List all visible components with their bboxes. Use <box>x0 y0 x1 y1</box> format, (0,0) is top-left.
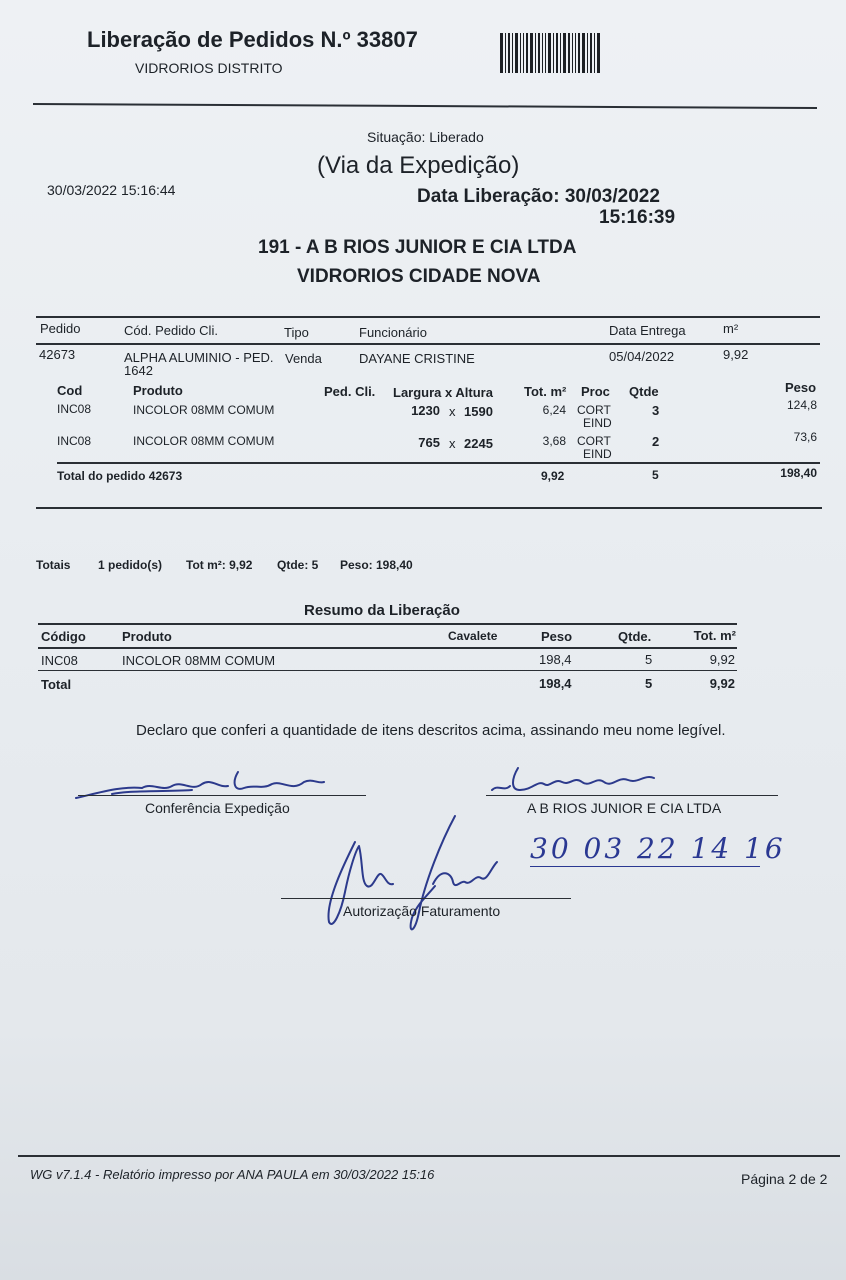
item-altura: 1590 <box>464 404 493 419</box>
header-divider <box>33 103 817 109</box>
conferencia-signature-line <box>78 795 366 796</box>
client-branch: VIDRORIOS CIDADE NOVA <box>297 266 541 287</box>
resumo-col-produto: Produto <box>122 629 172 644</box>
resumo-tot-m2: 9,92 <box>709 652 735 667</box>
resumo-peso: 198,4 <box>539 652 572 667</box>
resumo-col-qtde: Qtde. <box>618 629 652 644</box>
item-proc: CORT <box>577 434 611 448</box>
handwritten-date-text: 30 03 22 14 16 <box>530 832 786 865</box>
resumo-header-rule <box>38 647 737 649</box>
footer-printed-by: WG v7.1.4 - Relatório impresso por ANA PAULA em 30/03/2022 15:16 <box>30 1167 435 1182</box>
totais-qtde: Qtde: 5 <box>277 558 319 572</box>
data-liberacao: Data Liberação: 30/03/2022 <box>417 186 660 207</box>
client-name: 191 - A B RIOS JUNIOR E CIA LTDA <box>258 237 577 258</box>
document-title: Liberação de Pedidos N.º 33807 <box>87 27 418 52</box>
order-table-top-rule <box>36 316 820 318</box>
order-pedido: 42673 <box>39 347 76 362</box>
order-funcionario: DAYANE CRISTINE <box>359 351 475 366</box>
client-signature-line <box>486 795 778 796</box>
order-header-rule <box>36 343 820 345</box>
item-produto: INCOLOR 08MM COMUM <box>133 434 275 448</box>
item-cod: INC08 <box>57 434 92 448</box>
client-label: A B RIOS JUNIOR E CIA LTDA <box>527 800 722 816</box>
conferencia-label: Conferência Expedição <box>145 800 290 816</box>
col-data-entrega: Data Entrega <box>609 323 686 338</box>
items-col-proc: Proc <box>581 384 610 399</box>
items-col-largura-altura: Largura x Altura <box>393 385 493 400</box>
order-m2: 9,92 <box>723 347 749 362</box>
print-datetime: 30/03/2022 15:16:44 <box>47 182 176 198</box>
footer-page-number: Página 2 de 2 <box>741 1171 828 1187</box>
handwritten-date <box>530 832 786 865</box>
items-col-qtde: Qtde <box>629 384 659 399</box>
handwritten-date-underline <box>530 866 760 867</box>
item-proc: CORT <box>577 403 611 417</box>
totais-label: Totais <box>36 558 71 572</box>
items-col-cod: Cod <box>57 383 83 398</box>
order-total-m2: 9,92 <box>541 469 565 483</box>
order-cod-pedido-cli-cont: 1642 <box>124 363 153 378</box>
resumo-total-qtde: 5 <box>645 676 653 691</box>
resumo-produto: INCOLOR 08MM COMUM <box>122 653 276 668</box>
col-cod-pedido-cli: Cód. Pedido Cli. <box>124 323 218 338</box>
totais-tot-m2: Tot m²: 9,92 <box>186 558 253 572</box>
conferencia-signature <box>72 762 332 802</box>
item-peso: 73,6 <box>793 430 817 444</box>
col-m2: m² <box>723 321 739 336</box>
resumo-top-rule <box>38 623 737 625</box>
declaration-text: Declaro que conferi a quantidade de itens descritos acima, assinando meu nome legível. <box>136 722 726 739</box>
item-proc-cont: EIND <box>583 416 612 430</box>
col-pedido: Pedido <box>40 321 81 336</box>
order-cod-pedido-cli: ALPHA ALUMINIO - PED. <box>124 350 274 365</box>
item-largura: 765 <box>418 435 440 450</box>
resumo-col-codigo: Código <box>41 629 86 644</box>
item-peso: 124,8 <box>786 398 817 412</box>
resumo-total-peso: 198,4 <box>539 676 572 691</box>
resumo-col-cavalete: Cavalete <box>448 629 498 643</box>
item-tot-m2: 6,24 <box>542 403 566 417</box>
via-label: (Via da Expedição) <box>317 152 520 179</box>
resumo-col-peso: Peso <box>541 629 573 644</box>
company-name: VIDRORIOS DISTRITO <box>135 60 283 76</box>
autorizacao-signature-line <box>281 898 571 899</box>
item-largura: 1230 <box>411 403 440 418</box>
totais-pedidos: 1 pedido(s) <box>98 558 163 572</box>
resumo-col-tot-m2: Tot. m² <box>693 628 736 643</box>
items-col-tot-m2: Tot. m² <box>524 384 567 399</box>
situacao-label: Situação: Liberado <box>367 129 484 145</box>
item-altura: 2245 <box>464 436 493 451</box>
item-qtde: 2 <box>652 434 660 449</box>
resumo-title: Resumo da Liberação <box>304 602 460 619</box>
item-produto: INCOLOR 08MM COMUM <box>133 403 275 417</box>
item-x: x <box>449 436 456 451</box>
items-col-peso: Peso <box>785 380 817 395</box>
hora-liberacao: 15:16:39 <box>599 207 676 228</box>
autorizacao-label: Autorização Faturamento <box>343 903 501 919</box>
item-x: x <box>449 404 456 419</box>
order-data-entrega: 05/04/2022 <box>609 349 675 364</box>
col-tipo: Tipo <box>284 325 309 340</box>
resumo-row-rule <box>38 670 737 671</box>
resumo-qtde: 5 <box>645 652 653 667</box>
items-col-ped-cli: Ped. Cli. <box>324 384 376 399</box>
order-total-qtde: 5 <box>652 468 659 482</box>
client-signature <box>488 760 668 800</box>
order-total-rule <box>57 462 820 464</box>
order-total-label: Total do pedido 42673 <box>57 469 183 483</box>
resumo-total-tot-m2: 9,92 <box>709 676 735 691</box>
order-total-peso: 198,40 <box>780 466 817 480</box>
item-cod: INC08 <box>57 402 92 416</box>
totais-peso: Peso: 198,40 <box>340 558 413 572</box>
item-qtde: 3 <box>652 403 660 418</box>
order-tipo: Venda <box>285 351 322 366</box>
resumo-codigo: INC08 <box>41 653 78 668</box>
resumo-total-label: Total <box>41 677 72 692</box>
barcode-image <box>500 33 636 73</box>
footer-rule <box>18 1155 840 1157</box>
col-funcionario: Funcionário <box>359 325 427 340</box>
order-table-bottom-rule <box>36 507 822 509</box>
item-tot-m2: 3,68 <box>542 434 566 448</box>
items-col-produto: Produto <box>133 383 183 398</box>
item-proc-cont: EIND <box>583 447 612 461</box>
